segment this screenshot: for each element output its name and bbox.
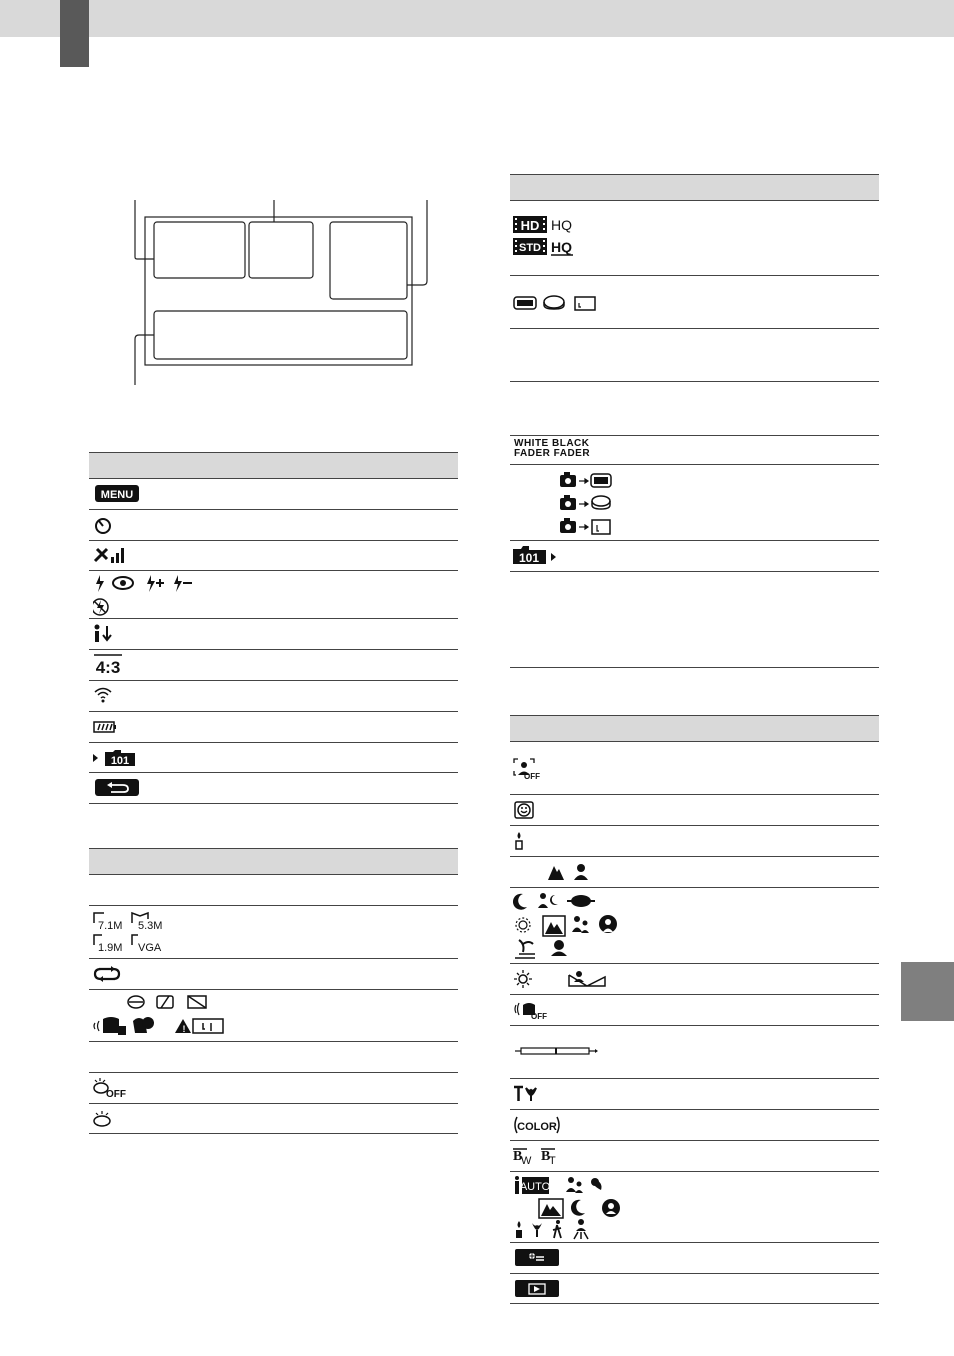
svg-text:101: 101: [518, 551, 540, 565]
table-row: [510, 795, 879, 826]
table-row: [510, 1079, 879, 1110]
table-row: [510, 742, 879, 795]
table-header: [510, 174, 879, 201]
table-row: [89, 990, 458, 1042]
svg-text:4:3: 4:3: [95, 658, 121, 676]
table-row: [510, 888, 879, 964]
wireless-icon: [93, 686, 113, 704]
photo-copy-icons: [560, 471, 640, 535]
table-row: [510, 1243, 879, 1274]
landscape-portrait-icon: [546, 863, 590, 881]
svg-text:1.9M: 1.9M: [98, 942, 123, 954]
table-row: [89, 712, 458, 743]
table-row: [510, 201, 879, 276]
table-row: [89, 773, 458, 804]
table-row: [510, 995, 879, 1026]
table-header: [510, 715, 879, 742]
tele-macro-icon: [513, 1085, 539, 1103]
table-row: [89, 650, 458, 681]
table-row: [510, 1172, 879, 1243]
hdd-off-icon: [92, 1077, 128, 1099]
steadyshot-off-icon: [513, 999, 549, 1021]
table-row: [89, 875, 458, 906]
color-icon: [513, 1115, 561, 1135]
fader-text: [514, 439, 590, 459]
table-row: [89, 906, 458, 959]
svg-text:HQ: HQ: [551, 217, 572, 233]
gps-signal-icon: [93, 545, 125, 565]
table-row: [510, 964, 879, 995]
table-row: [510, 541, 879, 572]
table-row: [510, 826, 879, 857]
left-table-1: [89, 452, 458, 804]
left-table-2: [89, 848, 458, 1134]
table-row: [510, 1274, 879, 1304]
svg-text:MENU: MENU: [100, 489, 134, 501]
table-row: [510, 329, 879, 382]
table-row: [510, 465, 879, 541]
folder-101-next-icon: [513, 546, 561, 566]
smile-icon: [514, 801, 534, 819]
option-icon: [515, 1249, 559, 1266]
svg-text:T: T: [549, 1155, 556, 1166]
svg-text:VGA: VGA: [138, 942, 162, 954]
svg-text:7.1M: 7.1M: [98, 920, 123, 932]
scene-icons: [513, 892, 633, 960]
table-row: [89, 1104, 458, 1134]
right-table-2: [510, 715, 879, 1304]
image-size-icon: [92, 911, 172, 955]
svg-text:!: !: [182, 1024, 186, 1034]
svg-text:AUTO: AUTO: [519, 1181, 551, 1193]
hdd-icon: [92, 1109, 116, 1129]
candle-icon: [513, 831, 525, 851]
table-row: [510, 857, 879, 888]
exposure-bar-icon: [515, 1046, 599, 1056]
svg-text:OFF: OFF: [106, 1089, 126, 1099]
svg-text:HQ: HQ: [551, 239, 572, 255]
table-row: [510, 436, 879, 465]
svg-text:STD: STD: [519, 242, 541, 254]
table-row: [510, 276, 879, 329]
svg-text:B: B: [541, 1149, 551, 1164]
screen-layout-diagram: [125, 195, 435, 385]
white-balance-icons: [513, 969, 613, 989]
header-tab: [60, 0, 89, 67]
svg-text:B: B: [513, 1149, 523, 1164]
table-row: [89, 681, 458, 712]
fader-line-1: WHITE BLACK: [514, 438, 590, 449]
table-row: [89, 510, 458, 541]
svg-text:OFF: OFF: [524, 772, 540, 780]
table-row: [510, 1110, 879, 1141]
menu-icon: [95, 485, 139, 502]
table-row: [510, 1026, 879, 1079]
table-row: [89, 541, 458, 571]
playback-icon: [515, 1280, 559, 1297]
svg-text:HD: HD: [520, 218, 540, 233]
table-row: [89, 619, 458, 650]
table-row: [510, 382, 879, 436]
svg-text:W: W: [521, 1155, 532, 1166]
return-icon: [95, 779, 139, 796]
aspect-ratio-4-3-icon: [93, 654, 123, 676]
warning-icons: [91, 993, 226, 1037]
face-detect-off-icon: [513, 758, 541, 780]
table-row: [89, 1042, 458, 1073]
bw-icon: [513, 1146, 565, 1166]
table-header: [89, 452, 458, 479]
header-bar: [0, 0, 954, 37]
svg-text:COLOR: COLOR: [517, 1121, 557, 1133]
mic-level-icon: [93, 624, 115, 644]
table-row: [510, 1141, 879, 1172]
section-side-tab: [901, 962, 954, 1021]
loop-icon: [93, 966, 121, 982]
table-row: [510, 572, 879, 668]
table-header: [89, 848, 458, 875]
media-icons: [513, 294, 599, 312]
folder-101-icon: [93, 749, 135, 767]
battery-icon: [93, 721, 117, 733]
fader-line-2: FADER FADER: [514, 448, 591, 459]
svg-text:101: 101: [110, 755, 130, 767]
hd-hq-icon: [513, 216, 585, 260]
table-row: [89, 479, 458, 510]
table-row: [89, 571, 458, 619]
svg-text:OFF: OFF: [531, 1012, 547, 1021]
flash-mode-icon: [93, 574, 203, 616]
table-row: [89, 743, 458, 773]
self-timer-icon: [93, 515, 113, 535]
svg-text:5.3M: 5.3M: [138, 920, 163, 932]
intelligent-auto-icons: [513, 1176, 633, 1240]
table-row: [89, 1073, 458, 1104]
right-table-1: [510, 174, 879, 668]
table-row: [89, 959, 458, 990]
